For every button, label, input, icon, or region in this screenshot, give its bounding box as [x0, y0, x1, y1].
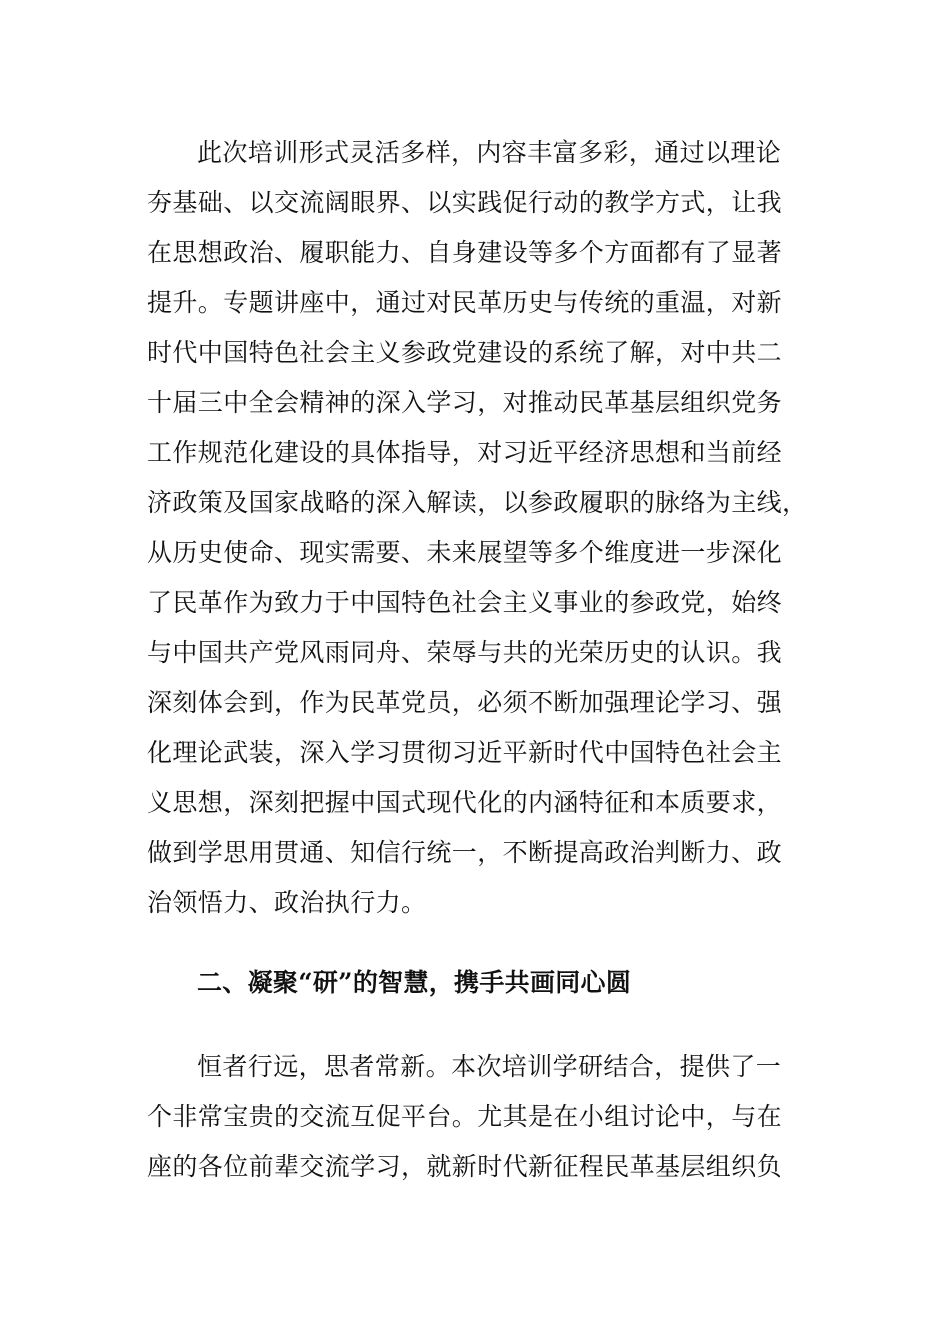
paragraph-line: 从历史使命、现实需要、未来展望等多个维度进一步深化 — [147, 538, 783, 567]
paragraph-line: 工作规范化建设的具体指导，对习近平经济思想和当前经 — [147, 438, 783, 467]
paragraph-line: 深刻体会到，作为民革党员，必须不断加强理论学习、强 — [147, 688, 783, 717]
paragraph-line: 个非常宝贵的交流互促平台。尤其是在小组讨论中，与在 — [147, 1102, 783, 1131]
paragraph-line: 化理论武装，深入学习贯彻习近平新时代中国特色社会主 — [147, 738, 783, 767]
paragraph-line: 治领悟力、政治执行力。 — [147, 888, 427, 917]
body-paragraph-2 — [147, 1042, 807, 1192]
body-paragraph-1 — [147, 128, 807, 928]
paragraph-line: 做到学思用贯通、知信行统一，不断提高政治判断力、政 — [147, 838, 783, 867]
paragraph-line: 夯基础、以交流阔眼界、以实践促行动的教学方式，让我 — [147, 188, 783, 217]
paragraph-line: 时代中国特色社会主义参政党建设的系统了解，对中共二 — [147, 338, 783, 367]
paragraph-line: 与中国共产党风雨同舟、荣辱与共的光荣历史的认识。我 — [147, 638, 783, 667]
paragraph-line: 十届三中全会精神的深入学习，对推动民革基层组织党务 — [147, 388, 783, 417]
paragraph-line: 此次培训形式灵活多样，内容丰富多彩，通过以理论 — [197, 138, 782, 167]
paragraph-line: 提升。专题讲座中，通过对民革历史与传统的重温，对新 — [147, 288, 783, 317]
paragraph-line: 在思想政治、履职能力、自身建设等多个方面都有了显著 — [147, 238, 783, 267]
paragraph-line: 恒者行远，思者常新。本次培训学研结合，提供了一 — [197, 1052, 782, 1081]
paragraph-line: 座的各位前辈交流学习，就新时代新征程民革基层组织负 — [147, 1152, 783, 1181]
paragraph-line: 义思想，深刻把握中国式现代化的内涵特征和本质要求， — [147, 788, 783, 817]
section-heading: 二、凝聚“研”的智慧，携手共画同心圆 — [197, 968, 632, 997]
paragraph-line: 济政策及国家战略的深入解读，以参政履职的脉络为主线， — [147, 488, 808, 517]
paragraph-line: 了民革作为致力于中国特色社会主义事业的参政党，始终 — [147, 588, 783, 617]
